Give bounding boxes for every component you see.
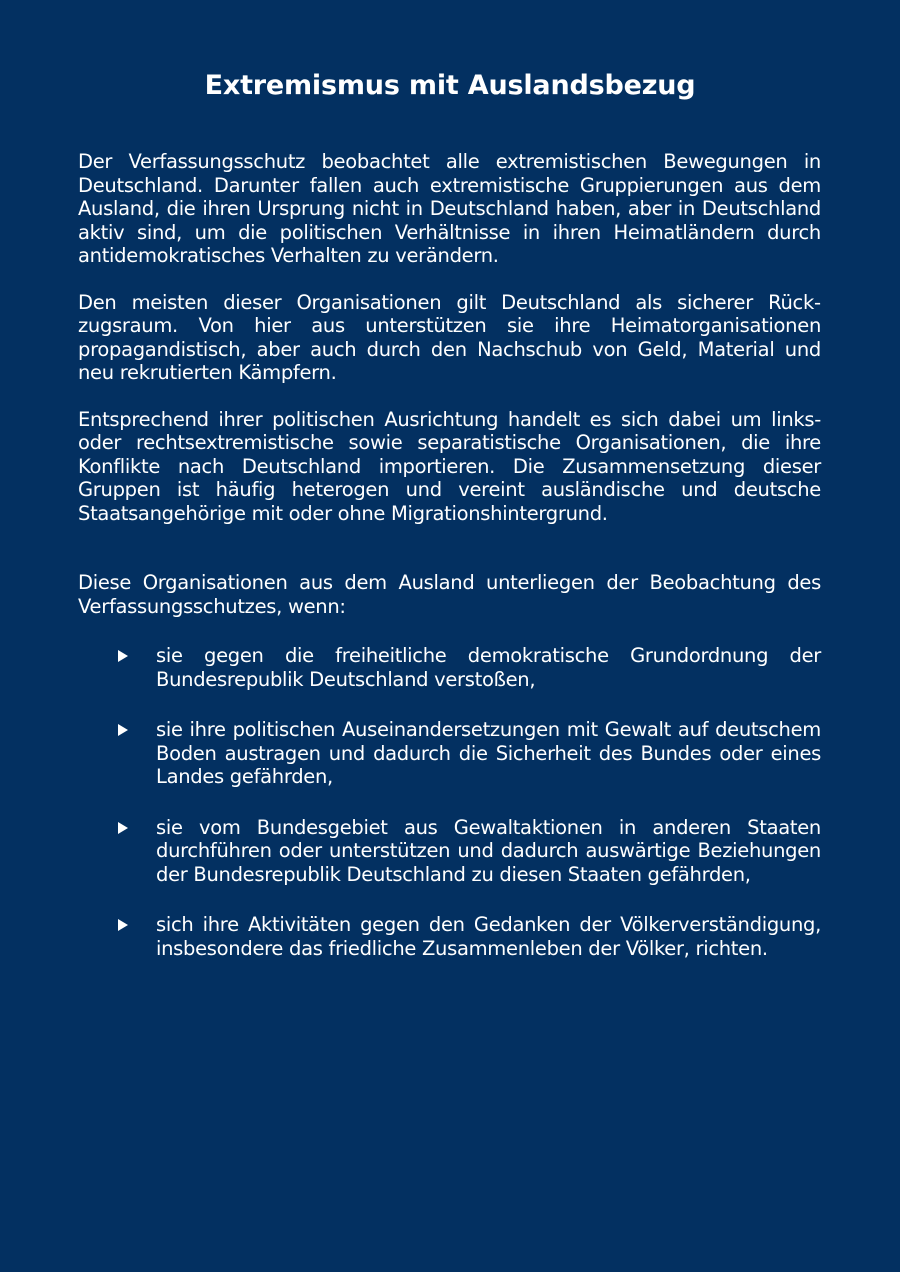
- triangle-right-icon: [118, 822, 128, 834]
- triangle-right-icon: [118, 724, 128, 736]
- list-item: [156, 913, 821, 960]
- condition-text: sie vom Bundesgebiet aus Gewaltaktionen in anderen Staaten durchführen oder unterstützen und dadurch auswärtige Beziehungen der Bundesrepublik Deutschland zu diesen Staaten gefährden,: [156, 815, 821, 886]
- condition-text: sie ihre politischen Auseinandersetzungen mit Gewalt auf deutschem Boden austragen und dadurch die Sicherheit des Bundes oder eines Landes gefährden,: [156, 718, 821, 788]
- paragraph-intro: Der Verfassungsschutz beobachtet alle extremistischen Bewegungen in Deutschland. Darunter fallen auch extremistische Gruppierungen aus dem Ausland, die ihren Ursprung nicht in Deutschland haben, aber in Deutschland aktiv sind, um die politischen Verhältnisse in ihren Heimatländern durch antidemokratisches Verhalten zu verändern.: [78, 150, 821, 267]
- triangle-right-icon: [118, 919, 128, 931]
- condition-text: sich ihre Aktivitäten gegen den Gedanken der Völkerverständigung, insbesondere das friedliche Zusammenleben der Völker, richten.: [156, 913, 821, 960]
- condition-text: sie gegen die freiheitliche demokratische Grundordnung der Bundesrepublik Deutschland verstoßen,: [156, 644, 821, 691]
- bottom-divider: [0, 1272, 900, 1276]
- list-item: [156, 816, 821, 887]
- triangle-right-icon: [118, 650, 128, 662]
- list-item: [156, 644, 821, 691]
- paragraph-orientation: Entsprechend ihrer politischen Ausrichtung handelt es sich dabei um links- oder rechtsextremistische sowie separatistische Organisationen, die ihre Konflikte nach Deutschland importieren. Die Zusammensetzung dieser Gruppen ist häufig heterogen und vereint ausländische und deutsche Staatsangehörige mit oder ohne Migrationshintergrund.: [78, 407, 821, 525]
- paragraph-conditions-lead: Diese Organisationen aus dem Ausland unterliegen der Beobachtung des Verfassungsschutzes, wenn:: [78, 571, 821, 618]
- document-body: [78, 150, 821, 987]
- page-title: Extremismus mit Auslandsbezug: [204, 70, 696, 101]
- paragraph-retreat-area: Den meisten dieser Organisationen gilt Deutschland als sicherer Rückzugsraum. Von hier aus unterstützen sie ihre Heimatorganisationen propagandistisch, aber auch durch den Nachschub von Geld, Material und neu rekrutierten Kämpfern.: [78, 290, 821, 384]
- conditions-list: [78, 644, 821, 960]
- list-item: [156, 718, 821, 789]
